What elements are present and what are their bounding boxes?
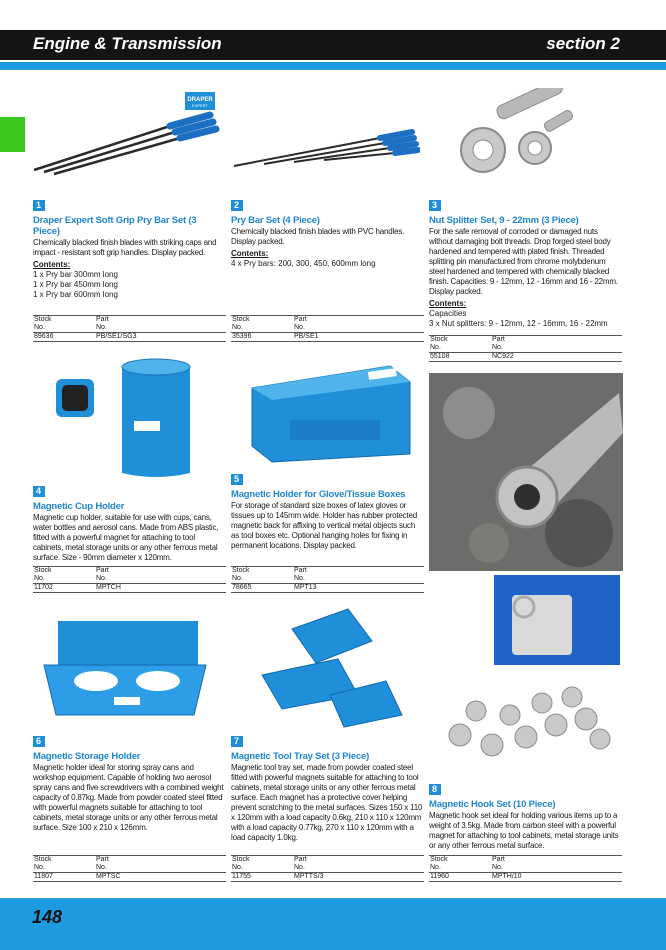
product-title: Magnetic Tool Tray Set (3 Piece): [231, 751, 370, 762]
product-title: Draper Expert Soft Grip Pry Bar Set (3 Piece): [33, 215, 197, 237]
stock-table-8: [429, 855, 622, 882]
part-header-no: No.: [492, 344, 503, 351]
cup-holder-image: [50, 355, 210, 480]
product-7: [231, 731, 423, 843]
product-8: [429, 779, 623, 851]
tool-tray-image: [252, 605, 422, 735]
part-number: MPTH/10: [492, 873, 522, 880]
magnetic-hook-photo: [494, 575, 620, 665]
product-number: 8: [429, 784, 441, 795]
part-header-no: No.: [96, 324, 107, 331]
stock-table-1: [33, 315, 226, 342]
section-label: section 2: [546, 34, 620, 53]
part-header-no: No.: [294, 575, 305, 582]
part-header-no: No.: [96, 575, 107, 582]
product-number: 1: [33, 200, 45, 211]
product-title: Magnetic Hook Set (10 Piece): [429, 799, 556, 810]
product-1: [33, 195, 225, 300]
stock-header: Stock: [232, 856, 250, 863]
part-number: MPT13: [294, 584, 317, 591]
contents-item: 4 x Pry bars: 200, 300, 450, 600mm long: [231, 259, 376, 268]
part-header: Part: [294, 856, 307, 863]
stock-header: Stock: [430, 336, 448, 343]
product-description: Magnetic hook set ideal for holding various items up to a weight of 3.5kg. Made from carbon steel with a powerful magnet for attaching to tool cabinets, metal storage units or any other ferrous metal surface.: [429, 811, 619, 850]
part-number: MPTSC: [96, 873, 121, 880]
stock-header: Stock: [34, 316, 52, 323]
contents-label: Contents:: [429, 299, 467, 308]
contents-item: 1 x Pry bar 600mm long: [33, 290, 118, 299]
stock-header-no: No.: [232, 864, 243, 871]
draper-logo-text: DRAPER: [187, 97, 213, 103]
product-description: Magnetic tool tray set, made from powder coated steel fitted with powerful magnets suitable for attaching to tool cabinets, metal storage units or any other ferrous metal surface. Each magnet has a protective cover helping prevent scratching to the metal surfaces. Sizes 150 x 110 x 120mm with a load capacity 0.6kg, 210 x 110 x 120mm with a load capacity 0.77kg, 270 x 110 x 120mm with a load capacity 1.0kg.: [231, 763, 423, 842]
part-header: Part: [492, 856, 505, 863]
product-title: Magnetic Holder for Glove/Tissue Boxes: [231, 489, 406, 500]
part-number: NC922: [492, 353, 514, 360]
product-description: Chemically blacked finish blades with PVC handles. Display packed.: [231, 227, 405, 246]
stock-table-3: [429, 335, 622, 362]
stock-header-no: No.: [34, 864, 45, 871]
part-header-no: No.: [96, 864, 107, 871]
stock-number: 11960: [430, 873, 449, 880]
part-header: Part: [96, 567, 109, 574]
product-description: Magnetic cup holder, suitable for use with cups, cans, water bottles and aerosol cans. Made from ABS plastic, fitted with a powerful magnet for attaching to tool cabinets, metal storage units or any other ferrous metal surface. Size - 90mm diameter x 120mm.: [33, 513, 219, 562]
stock-number: 11807: [34, 873, 53, 880]
product-2: [231, 195, 423, 269]
draper-logo-subtext: EXPERT: [192, 103, 208, 108]
section-tab: [0, 117, 25, 152]
stock-table-7: [231, 855, 424, 882]
part-header: Part: [96, 856, 109, 863]
stock-header: Stock: [34, 567, 52, 574]
stock-table-5: [231, 566, 424, 593]
product-title: Nut Splitter Set, 9 - 22mm (3 Piece): [429, 215, 579, 226]
header-accent-bar: [0, 62, 666, 70]
magnetic-hooks-image: [430, 675, 620, 770]
stock-header-no: No.: [232, 575, 243, 582]
part-header: Part: [492, 336, 505, 343]
contents-item: 3 x Nut splitters: 9 - 12mm, 12 - 16mm, 16 - 22mm: [429, 319, 608, 328]
stock-header: Stock: [430, 856, 448, 863]
product-4: [33, 481, 225, 563]
product-number: 4: [33, 486, 45, 497]
stock-number: 35396: [232, 333, 252, 340]
part-number: PB/SE1: [294, 333, 319, 340]
contents-item: Capacities: [429, 309, 467, 318]
stock-table-6: [33, 855, 226, 882]
part-header-no: No.: [294, 864, 305, 871]
storage-holder-image: [38, 615, 213, 730]
contents-item: 1 x Pry bar 450mm long: [33, 280, 118, 289]
product-5: [231, 469, 423, 551]
page-number: 148: [32, 907, 63, 927]
page-title: Engine & Transmission: [33, 34, 222, 53]
stock-number: 11755: [232, 873, 251, 880]
stock-number: 55108: [430, 353, 450, 360]
part-header: Part: [96, 316, 109, 323]
glove-holder-image: [240, 358, 420, 468]
stock-header-no: No.: [430, 864, 441, 871]
product-description: Magnetic holder ideal for storing spray cans and workshop equipment. Capable of holding two aerosol spray cans and five screwdrivers with a combined weight capacity of 0.87kg. Made from powder coated steel fitted with powerful magnets suitable for attaching to tool cabinets, metal storage units or any other ferrous metal surface. Size 100 x 210 x 126mm.: [33, 763, 224, 832]
product-description: Chemically blacked finish blades with striking caps and impact - resistant soft grip handles. Display packed.: [33, 238, 217, 257]
product-description: For storage of standard size boxes of latex gloves or tissues up to 145mm wide. Holder has rubber protected magnetic back for affixing to vertical metal objects such as tool boxes etc. Optional hanging holes for fixing in permanent locations. Display packed.: [231, 501, 417, 550]
product-title: Magnetic Cup Holder: [33, 501, 125, 512]
part-header: Part: [294, 567, 307, 574]
product-6: [33, 731, 225, 833]
stock-header-no: No.: [430, 344, 441, 351]
product-number: 6: [33, 736, 45, 747]
part-header-no: No.: [492, 864, 503, 871]
nut-splitter-in-use-photo: [429, 373, 623, 571]
stock-number: 89636: [34, 333, 54, 340]
stock-header-no: No.: [34, 324, 45, 331]
contents-label: Contents:: [33, 260, 71, 269]
stock-number: 11702: [34, 584, 53, 591]
page-footer: [0, 898, 666, 950]
contents-label: Contents:: [231, 249, 269, 258]
part-header: Part: [294, 316, 307, 323]
contents-item: 1 x Pry bar 300mm long: [33, 270, 118, 279]
product-number: 7: [231, 736, 243, 747]
product-description: For the safe removal of corroded or damaged nuts without damaging bolt threads. Drop forged steel body hardened and tempered with plated finish. Threaded splitting pin manufactured from chrome molybdenum steel hardened and tempered with chemically blacked finish. Capacities: 9 - 12mm, 12 - 16mm and 16 - 22mm. Display packed.: [429, 227, 618, 296]
stock-header: Stock: [232, 316, 250, 323]
product-number: 3: [429, 200, 441, 211]
product-number: 2: [231, 200, 243, 211]
stock-header: Stock: [232, 567, 250, 574]
stock-number: 78665: [232, 584, 252, 591]
stock-header: Stock: [34, 856, 52, 863]
pry-bar-4pc-image: [230, 118, 420, 173]
stock-table-2: [231, 315, 424, 342]
stock-header-no: No.: [232, 324, 243, 331]
nut-splitter-image: [455, 88, 590, 188]
stock-header-no: No.: [34, 575, 45, 582]
part-number: MPTTS/3: [294, 873, 324, 880]
part-number: MPTCH: [96, 584, 121, 591]
page-header: [0, 30, 666, 60]
part-header-no: No.: [294, 324, 305, 331]
product-3: [429, 195, 623, 329]
pry-bar-set-image: [30, 88, 220, 180]
product-title: Magnetic Storage Holder: [33, 751, 141, 762]
part-number: PB/SE1/SG3: [96, 333, 137, 340]
product-number: 5: [231, 474, 243, 485]
product-title: Pry Bar Set (4 Piece): [231, 215, 320, 226]
stock-table-4: [33, 566, 226, 593]
